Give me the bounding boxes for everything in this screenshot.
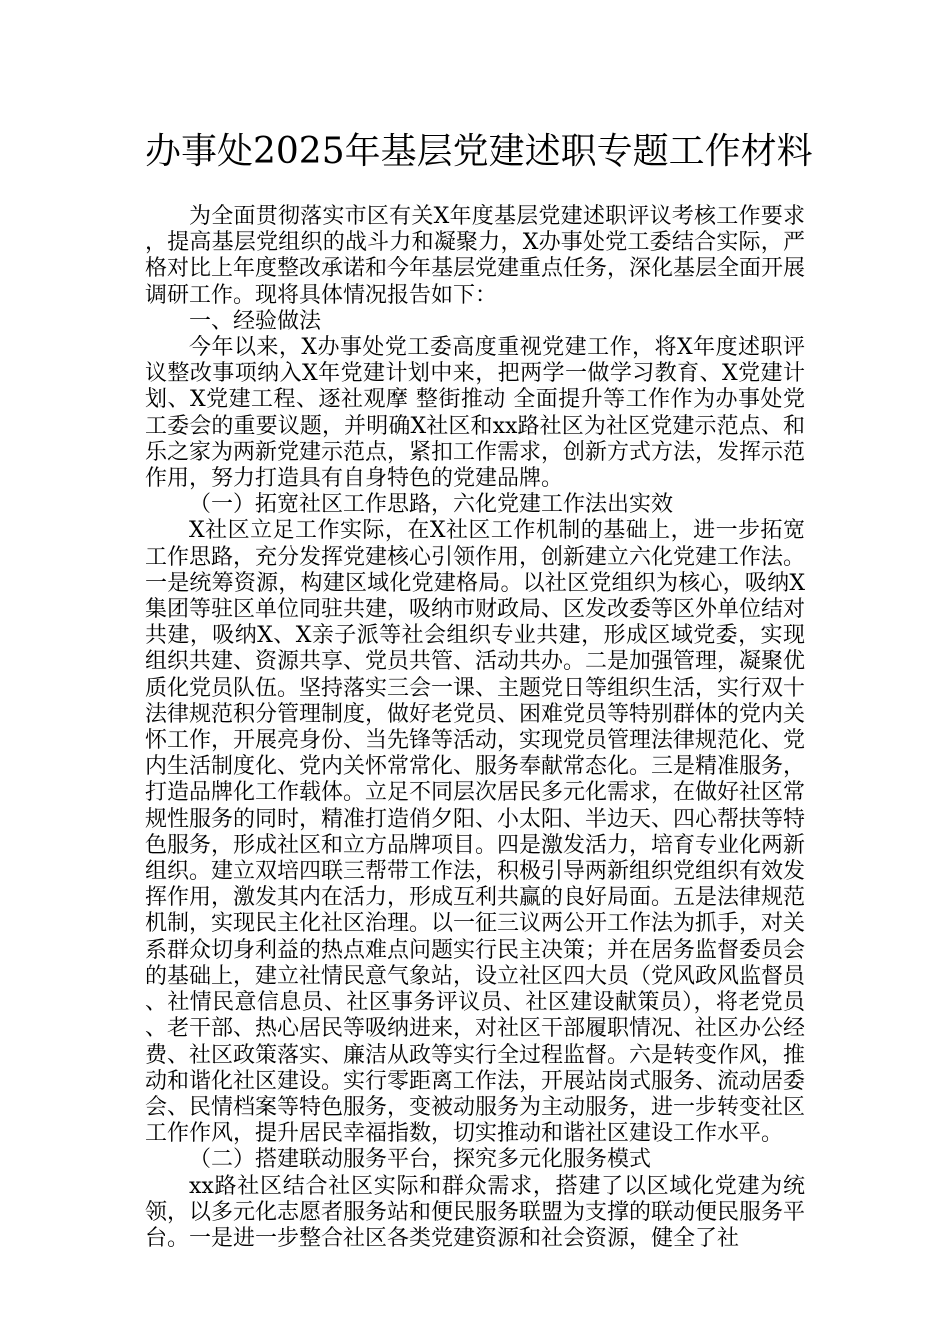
- subsection-heading-2: （二）搭建联动服务平台，探究多元化服务模式: [189, 1147, 652, 1173]
- intro-paragraph: 为全面贯彻落实市区有关X年度基层党建述职评议考核工作要求，提高基层党组织的战斗力和凝聚力，X办事处党工委结合实际，严格对比上年度整改承诺和今年基层党建重点任务，深化基层全面开展调研工作。现将具体情况报告如下：: [145, 204, 806, 308]
- subsection-heading-1: （一）拓宽社区工作思路，六化党建工作法出实效: [189, 492, 674, 518]
- document-title: 办事处2025年基层党建述职专题工作材料: [145, 131, 813, 172]
- document-page: [145, 128, 813, 1252]
- subsection-1-paragraph: X社区立足工作实际，在X社区工作机制的基础上，进一步拓宽工作思路，充分发挥党建核心引领作用，创新建立六化党建工作法。一是统筹资源，构建区域化党建格局。以社区党组织为核心，吸纳X集团等驻区单位同驻共建，吸纳市财政局、区发改委等区外单位结对共建，吸纳X、X亲子派等社会组织专业共建，形成区域党委，实现组织共建、资源共享、党员共管、活动共办。二是加强管理，凝聚优质化党员队伍。坚持落实三会一课、主题党日等组织生活，实行双十法律规范积分管理制度，做好老党员、困难党员等特别群体的党内关怀工作，开展亮身份、当先锋等活动，实现党员管理法律规范化、党内生活制度化、党内关怀常常化、服务奉献常态化。三是精准服务，打造品牌化工作载体。立足不同层次居民多元化需求，在做好社区常规性服务的同时，精准打造俏夕阳、小太阳、半边天、四心帮扶等特色服务，形成社区和立方品牌项目。四是激发活力，培育专业化两新组织。建立双培四联三帮带工作法，积极引导两新组织党组织有效发挥作用，激发其内在活力，形成互利共赢的良好局面。五是法律规范机制，实现民主化社区治理。以一征三议两公开工作法为抓手，对关系群众切身利益的热点难点问题实行民主决策；并在居务监督委员会的基础上，建立社情民意气象站，设立社区四大员（党风政风监督员、社情民意信息员、社区事务评议员、社区建设献策员），将老党员、老干部、热心居民等吸纳进来，对社区干部履职情况、社区办公经费、社区政策落实、廉洁从政等实行全过程监督。六是转变作风，推动和谐化社区建设。实行零距离工作法，开展站岗式服务、流动居委会、民情档案等特色服务，变被动服务为主动服务，进一步转变社区工作作风，提升居民幸福指数，切实推动和谐社区建设工作水平。: [145, 518, 806, 1147]
- section-heading-experience: 一、经验做法: [189, 308, 322, 334]
- experience-paragraph: 今年以来，X办事处党工委高度重视党建工作，将X年度述职评议整改事项纳入X年党建计划中来，把两学一做学习教育、X党建计划、X党建工程、逐社观摩 整街推动 全面提升等工作作为办事处党工委会的重要议题，并明确X社区和xx路社区为社区党建示范点、和乐之家为两新党建示范点，紧扣工作需求，创新方式方法，发挥示范作用，努力打造具有自身特色的党建品牌。: [145, 335, 806, 492]
- subsection-2-paragraph: xx路社区结合社区实际和群众需求，搭建了以区域化党建为统领，以多元化志愿者服务站和便民服务联盟为支撑的联动便民服务平台。一是进一步整合社区各类党建资源和社会资源，健全了社: [145, 1173, 806, 1251]
